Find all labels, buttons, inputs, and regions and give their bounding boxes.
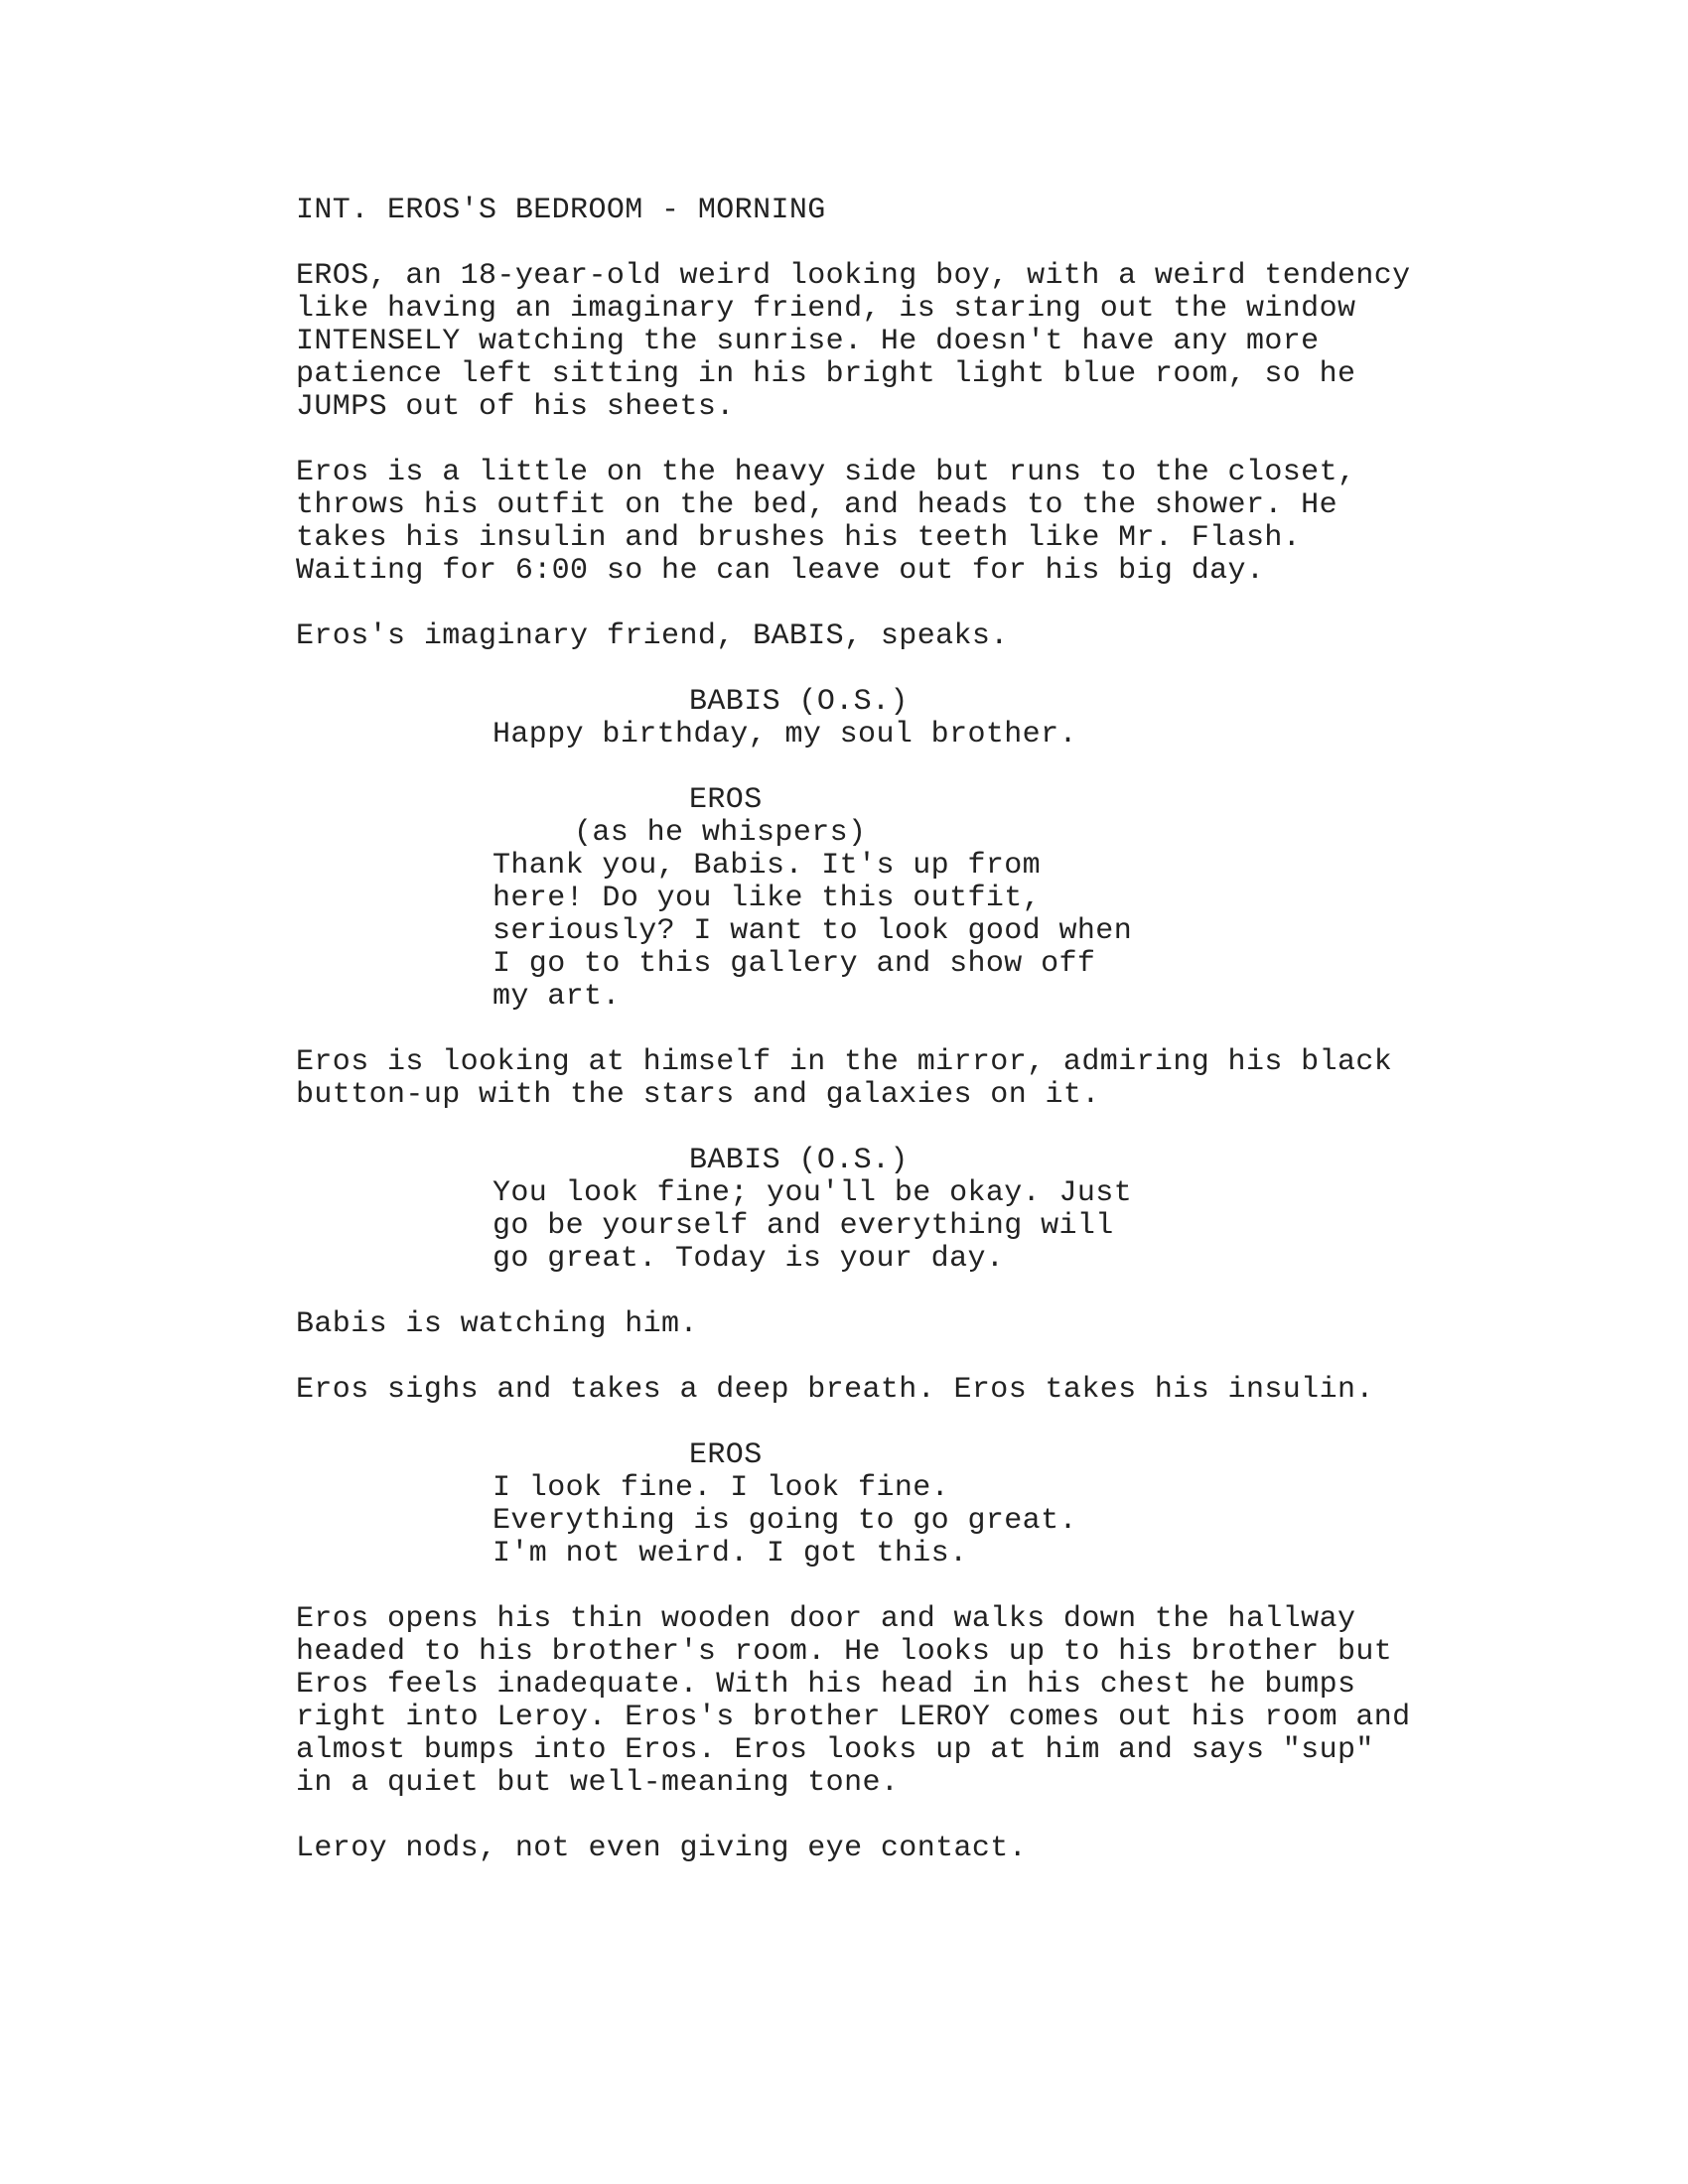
character-name: EROS — [689, 783, 763, 817]
character-name: EROS — [689, 1438, 763, 1472]
dialogue-line: I look fine. I look fine. — [492, 1471, 950, 1505]
action-line: patience left sitting in his bright light blue room, so he — [296, 357, 1356, 391]
dialogue-line: my art. — [492, 980, 621, 1014]
parenthetical: (as he whispers) — [574, 816, 867, 850]
scene-heading: INT. EROS'S BEDROOM - MORNING — [296, 194, 826, 227]
action-line: EROS, an 18-year-old weird looking boy, with a weird tendency — [296, 259, 1411, 293]
dialogue-line: seriously? I want to look good when — [492, 914, 1133, 948]
action-line: almost bumps into Eros. Eros looks up at him and says "sup" — [296, 1733, 1374, 1767]
character-name: BABIS (O.S.) — [689, 685, 909, 719]
action-line: in a quiet but well-meaning tone. — [296, 1766, 900, 1800]
action-line: Eros's imaginary friend, BABIS, speaks. — [296, 619, 1009, 653]
action-line: Eros opens his thin wooden door and walks down the hallway — [296, 1602, 1356, 1636]
dialogue-line: go great. Today is your day. — [492, 1242, 1005, 1276]
action-line: headed to his brother's room. He looks up to his brother but — [296, 1635, 1393, 1669]
action-line: button-up with the stars and galaxies on it. — [296, 1078, 1100, 1112]
dialogue-line: go be yourself and everything will — [492, 1209, 1114, 1243]
action-line: Eros is a little on the heavy side but runs to the closet, — [296, 456, 1356, 489]
action-line: Eros sighs and takes a deep breath. Eros takes his insulin. — [296, 1373, 1374, 1407]
action-line: like having an imaginary friend, is staring out the window — [296, 292, 1356, 326]
action-line: takes his insulin and brushes his teeth like Mr. Flash. — [296, 521, 1302, 555]
action-line: JUMPS out of his sheets. — [296, 390, 735, 424]
dialogue-line: here! Do you like this outfit, — [492, 882, 1042, 915]
action-line: throws his outfit on the bed, and heads to the shower. He — [296, 488, 1337, 522]
dialogue-line: Everything is going to go great. — [492, 1504, 1077, 1538]
action-line: Babis is watching him. — [296, 1307, 698, 1341]
action-line: Leroy nods, not even giving eye contact. — [296, 1832, 1028, 1865]
dialogue-line: I go to this gallery and show off — [492, 947, 1096, 981]
action-line: Eros is looking at himself in the mirror, admiring his black — [296, 1045, 1393, 1079]
dialogue-line: I'm not weird. I got this. — [492, 1537, 968, 1570]
action-line: INTENSELY watching the sunrise. He doesn't have any more — [296, 325, 1320, 358]
action-line: right into Leroy. Eros's brother LEROY comes out his room and — [296, 1701, 1411, 1734]
action-line: Waiting for 6:00 so he can leave out for his big day. — [296, 554, 1265, 588]
dialogue-line: Happy birthday, my soul brother. — [492, 718, 1077, 751]
action-line: Eros feels inadequate. With his head in his chest he bumps — [296, 1668, 1356, 1702]
dialogue-line: Thank you, Babis. It's up from — [492, 849, 1042, 883]
dialogue-line: You look fine; you'll be okay. Just — [492, 1176, 1133, 1210]
character-name: BABIS (O.S.) — [689, 1144, 909, 1177]
